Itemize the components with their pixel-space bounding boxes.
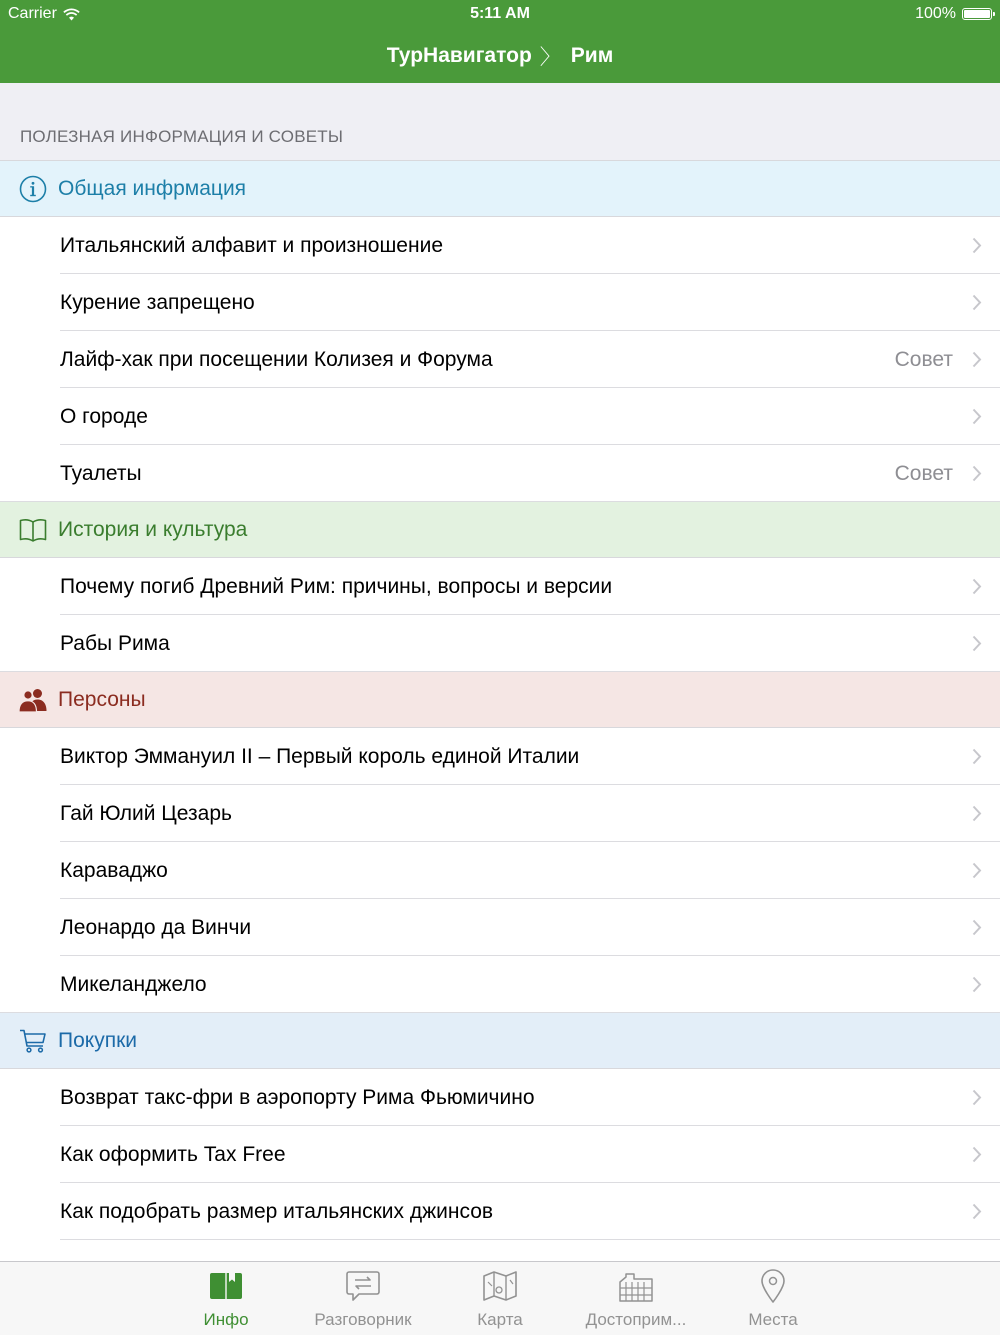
map-icon [482, 1268, 518, 1304]
list-item-title: Почему погиб Древний Рим: причины, вопросы и версии [60, 574, 613, 598]
tab-sights[interactable] [566, 1262, 706, 1335]
battery-indicator [915, 5, 992, 23]
tab-bar [0, 1261, 1000, 1335]
chevron-right-icon [972, 899, 982, 956]
list-item-title: Туалеты [60, 461, 142, 485]
navigation-bar [0, 28, 1000, 83]
carrier-label: Carrier [8, 5, 57, 22]
group-title: Общая инфрмация [58, 176, 247, 200]
list-item[interactable] [0, 956, 1000, 1013]
breadcrumb-current: Рим [570, 43, 614, 67]
list-item-title: Микеланджело [60, 972, 207, 996]
section-header: ПОЛЕЗНАЯ ИНФОРМАЦИЯ И СОВЕТЫ [0, 83, 1000, 161]
chevron-right-icon [972, 558, 982, 615]
info-book-icon [208, 1268, 244, 1304]
status-bar [0, 0, 1000, 28]
group-title: История и культура [58, 517, 248, 541]
list-item[interactable] [0, 331, 1000, 388]
list-item-title: Как подобрать размер итальянских джинсов [60, 1199, 494, 1223]
chevron-right-icon [972, 445, 982, 502]
tab-label: Инфо [203, 1310, 249, 1329]
group-header-shopping [0, 1013, 1000, 1069]
tab-map[interactable] [430, 1262, 570, 1335]
info-icon [18, 174, 48, 204]
battery-icon [962, 8, 992, 20]
tab-info[interactable] [156, 1262, 296, 1335]
list-item[interactable] [0, 274, 1000, 331]
list-item-title: Итальянский алфавит и произношение [60, 233, 443, 257]
clock: 5:11 AM [470, 5, 530, 22]
tab-label: Разговорник [314, 1310, 412, 1329]
list-item-title: Как оформить Tax Free [60, 1142, 286, 1166]
list-item-title: Караваджо [60, 858, 168, 882]
breadcrumb-separator: 〉 [539, 45, 561, 69]
list-item-title: Гай Юлий Цезарь [60, 801, 232, 825]
group-header-persons [0, 672, 1000, 728]
chevron-right-icon [972, 842, 982, 899]
list-item[interactable] [0, 785, 1000, 842]
list-item[interactable] [0, 217, 1000, 274]
list-item[interactable] [0, 615, 1000, 672]
list-item-title: Лайф-хак при посещении Колизея и Форума [60, 347, 493, 371]
breadcrumb-root[interactable]: ТурНавигатор [386, 43, 532, 67]
chevron-right-icon [972, 388, 982, 445]
group-title: Покупки [58, 1028, 137, 1052]
tab-label: Места [748, 1310, 798, 1329]
group-title: Персоны [58, 687, 146, 711]
list-item-title: Виктор Эммануил II – Первый король единой Италии [60, 744, 580, 768]
group-header-general-info [0, 161, 1000, 217]
list-item-badge: Совет [894, 461, 953, 485]
list-item-title: Возврат такс-фри в аэропорту Рима Фьюмичино [60, 1085, 535, 1109]
list-item[interactable] [0, 1069, 1000, 1126]
chevron-right-icon [972, 956, 982, 1013]
list-item-partial[interactable] [0, 1240, 1000, 1261]
book-icon [18, 515, 48, 545]
list-item-title: Рабы Рима [60, 631, 170, 655]
list-item[interactable] [0, 1126, 1000, 1183]
chevron-right-icon [972, 274, 982, 331]
list-item[interactable] [0, 1183, 1000, 1240]
tab-label: Достоприм... [585, 1310, 687, 1329]
chevron-right-icon [972, 1183, 982, 1240]
chevron-right-icon [972, 728, 982, 785]
people-icon [18, 685, 48, 715]
colosseum-icon [618, 1268, 654, 1304]
group-header-history [0, 502, 1000, 558]
info-list[interactable] [0, 83, 1000, 1261]
chevron-right-icon [972, 1126, 982, 1183]
battery-percent: 100% [915, 5, 956, 22]
list-item[interactable] [0, 388, 1000, 445]
list-item[interactable] [0, 728, 1000, 785]
list-item[interactable] [0, 558, 1000, 615]
list-item-title: О городе [60, 404, 148, 428]
list-item-badge: Совет [894, 347, 953, 371]
cart-icon [18, 1026, 48, 1056]
chevron-right-icon [972, 217, 982, 274]
chevron-right-icon [972, 615, 982, 672]
tab-places[interactable] [703, 1262, 843, 1335]
list-item[interactable] [0, 445, 1000, 502]
location-pin-icon [755, 1268, 791, 1304]
chevron-right-icon [972, 1069, 982, 1126]
tab-phrasebook[interactable] [293, 1262, 433, 1335]
list-item[interactable] [0, 899, 1000, 956]
chevron-right-icon [972, 785, 982, 842]
list-item-title: Леонардо да Винчи [60, 915, 252, 939]
chevron-right-icon [972, 331, 982, 388]
list-item-title: Курение запрещено [60, 290, 255, 314]
phrasebook-icon [345, 1268, 381, 1304]
tab-label: Карта [477, 1310, 523, 1329]
list-item[interactable] [0, 842, 1000, 899]
